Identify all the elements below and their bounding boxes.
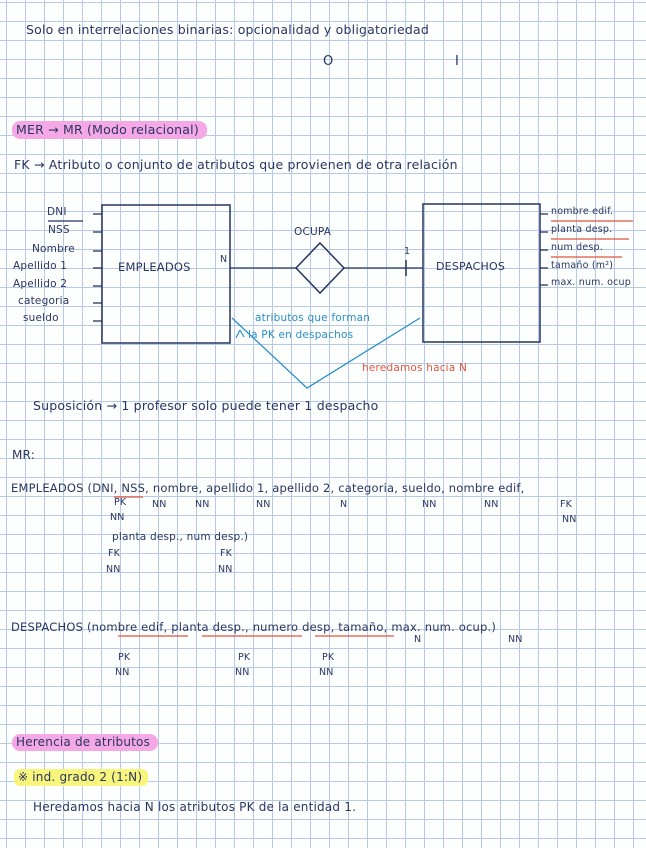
- empleados-sueldo-nn: NN: [484, 499, 499, 510]
- empleados-dni-pk: PK: [114, 497, 127, 508]
- empleados-dni-nn: NN: [110, 512, 125, 523]
- empleados-numdesp-fk: FK: [220, 548, 233, 559]
- despachos-nombre-nn: NN: [115, 667, 130, 678]
- mr-label: MR:: [12, 448, 35, 462]
- despachos-nombre-pk: PK: [118, 652, 131, 663]
- despachos-relation: DESPACHOS (nombre edif, planta desp., numero desp, tamaño, max. num. ocup.): [11, 620, 497, 634]
- note-pk-line1: atributos que forman: [255, 312, 371, 324]
- herencia-item: ※ ind. grado 2 (1:N): [14, 769, 148, 786]
- attr-nombre-edif: nombre edif.: [551, 206, 614, 217]
- herencia-heading: Herencia de atributos: [12, 734, 158, 751]
- empleados-nombre-nn: NN: [195, 499, 210, 510]
- despachos-maxnum-nn: NN: [508, 634, 523, 645]
- note-heredamos: heredamos hacia N: [362, 362, 468, 374]
- empleados-relation-cont: planta desp., num desp.): [112, 531, 249, 543]
- empleados-categoria-nn: NN: [422, 499, 437, 510]
- despachos-numero-nn: NN: [319, 667, 334, 678]
- empleados-nombreedif-nn: NN: [562, 514, 577, 525]
- note-pk-line2: la PK en despachos: [248, 329, 354, 341]
- empleados-relation: EMPLEADOS (DNI, NSS, nombre, apellido 1, apellido 2, categoria, sueldo, nombre edif,: [11, 481, 525, 495]
- mer-heading: MER → MR (Modo relacional): [12, 121, 207, 139]
- empleados-nombreedif-fk: FK: [560, 499, 573, 510]
- attr-max-num-ocup: max. num. ocup: [551, 277, 631, 288]
- attr-categoria: categoria: [18, 295, 70, 307]
- symbol-one: I: [455, 54, 460, 69]
- attr-tamano: tamaño (m²): [551, 260, 614, 271]
- attr-num-desp: num desp.: [551, 242, 603, 253]
- attr-sueldo: sueldo: [23, 312, 59, 324]
- attr-planta-desp: planta desp.: [551, 224, 613, 235]
- empleados-nss-nn: NN: [152, 499, 167, 510]
- empleados-planta-fk: FK: [108, 548, 121, 559]
- attr-apellido2: Apellido 2: [13, 278, 68, 290]
- binary-relations-note: Solo en interrelaciones binarias: opcionalidad y obligatoriedad: [26, 22, 429, 37]
- empleados-numdesp-nn: NN: [218, 564, 233, 575]
- entity-despachos: DESPACHOS: [436, 260, 506, 273]
- relation-ocupa: OCUPA: [294, 226, 332, 238]
- attr-dni: DNI: [47, 206, 67, 218]
- fk-definition: FK → Atributo o conjunto de atributos que provienen de otra relación: [14, 157, 458, 172]
- attr-apellido1: Apellido 1: [13, 260, 68, 272]
- empleados-apellido2-n: N: [340, 499, 348, 510]
- herencia-text: Heredamos hacia N los atributos PK de la entidad 1.: [33, 800, 357, 814]
- despachos-tamano-n: N: [414, 634, 422, 645]
- cardinality-n: N: [220, 254, 228, 265]
- empleados-planta-nn: NN: [106, 564, 121, 575]
- attr-nombre: Nombre: [32, 243, 75, 255]
- despachos-planta-nn: NN: [235, 667, 250, 678]
- despachos-numero-pk: PK: [322, 652, 335, 663]
- suposicion: Suposición → 1 profesor solo puede tener 1 despacho: [33, 398, 379, 413]
- despachos-planta-pk: PK: [238, 652, 251, 663]
- attr-nss: NSS: [48, 224, 70, 236]
- entity-empleados: EMPLEADOS: [118, 260, 191, 274]
- cardinality-1: 1: [404, 246, 411, 257]
- symbol-zero: O: [323, 54, 334, 69]
- empleados-apellido1-nn: NN: [256, 499, 271, 510]
